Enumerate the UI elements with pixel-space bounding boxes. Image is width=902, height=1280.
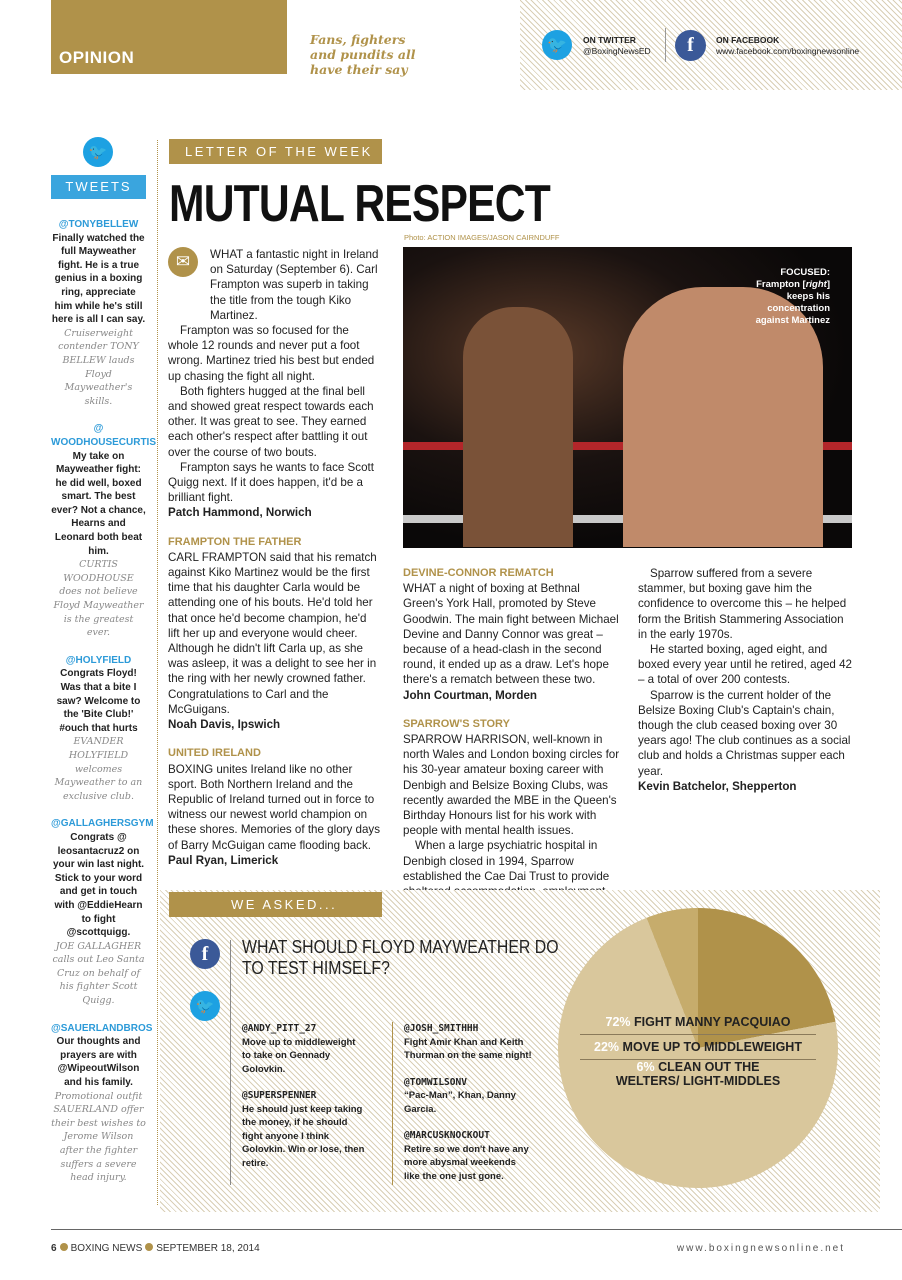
response bbox=[404, 1129, 534, 1183]
letter-kicker: LETTER OF THE WEEK bbox=[169, 139, 382, 164]
response bbox=[242, 1022, 367, 1076]
response-user[interactable]: @SUPERSPENNER bbox=[242, 1090, 317, 1101]
letter-heading: UNITED IRELAND bbox=[168, 747, 261, 760]
letters-column-2 bbox=[403, 566, 621, 883]
letter-paragraph: Both fighters hugged at the final bell and showed great respect towards each other. It was great to see. They earned each other's respect after battling it out over the course of two bouts. bbox=[168, 384, 374, 459]
tweet-text: Congrats @ leosantacruz2 on your win last night. Stick to your word and get in touch with @EddieHearn to fight @scottquigg. bbox=[52, 831, 145, 939]
letter-paragraph: WHAT a fantastic night in Ireland on Saturday (September 6). Carl Frampton was superb in taking the title from the tough Kiko Martinez. bbox=[210, 248, 379, 322]
letter-body: Sparrow suffered from a severe stammer, but boxing gave him the confidence to overcome this – he helped form the British Stammering Association in the early 1970s. bbox=[638, 567, 847, 641]
letter-heading: FRAMPTON THE FATHER bbox=[168, 535, 302, 548]
tweet-text: Congrats Floyd! Was that a bite I saw? Welcome to the 'Bite Club!' #ouch that hurts bbox=[56, 668, 141, 734]
pie-category: FIGHT MANNY PACQUIAO bbox=[634, 1015, 791, 1029]
tagline-line: have their say bbox=[310, 62, 408, 77]
caption-text: against Martinez bbox=[755, 315, 830, 326]
response-text: “Pac-Man”, Khan, Danny Garcia. bbox=[404, 1090, 516, 1115]
pie-label bbox=[580, 1010, 816, 1035]
pie-category: CLEAN OUT THE WELTERS/ LIGHT-MIDDLES bbox=[615, 1060, 781, 1088]
letter-signature: Patch Hammond, Norwich bbox=[168, 506, 312, 520]
letter-heading: DEVINE-CONNOR REMATCH bbox=[403, 567, 554, 579]
responses-left bbox=[242, 1022, 367, 1183]
tweet-text: My take on Mayweather fight: he did well, boxed smart. The best ever? Not a chance, Hearns and Leonard both beat him. bbox=[51, 450, 146, 557]
boxing-photo bbox=[403, 247, 852, 548]
social-bar bbox=[520, 0, 902, 90]
tweet-handle[interactable]: @TONYBELLEW bbox=[58, 219, 139, 230]
boxer-left bbox=[463, 307, 573, 547]
twitter-handle: @BoxingNewsED bbox=[583, 46, 651, 56]
pie-percent: 72% bbox=[605, 1015, 631, 1029]
letter-column bbox=[168, 247, 380, 882]
tweet bbox=[51, 422, 156, 640]
tagline bbox=[310, 32, 415, 77]
response-user[interactable]: @JOSH_SMITHHH bbox=[404, 1023, 479, 1034]
letter-signature: Paul Ryan, Limerick bbox=[168, 853, 279, 867]
tweet-caption: Promotional outfit SAUERLAND offer their best wishes to Jerome Wilson after the fighter suffers a severe head injury. bbox=[51, 1090, 146, 1184]
pie-label bbox=[580, 1035, 816, 1060]
tweet-caption: JOE GALLAGHER calls out Leo Santa Cruz on behalf of his fighter Scott Quigg. bbox=[52, 940, 145, 1007]
tweets-header: TWEETS bbox=[51, 175, 146, 199]
tweet-caption: Cruiserweight contender TONY BELLEW lauds Floyd Mayweather's skills. bbox=[58, 327, 139, 407]
letters-column-3 bbox=[638, 566, 852, 808]
letter-signature: Noah Davis, Ipswich bbox=[168, 718, 281, 732]
caption-text: concentration bbox=[767, 303, 830, 314]
tweet-caption: CURTIS WOODHOUSE does not believe Floyd Mayweather is the greatest ever. bbox=[53, 559, 144, 639]
column-divider bbox=[157, 140, 158, 1205]
letter-paragraph: Frampton says he wants to face Scott Quigg next. If it does happen, it'd be a brilliant fight. bbox=[168, 460, 374, 505]
letter-signature: John Courtman, Morden bbox=[403, 688, 537, 702]
facebook-link[interactable] bbox=[716, 35, 859, 57]
response bbox=[404, 1076, 534, 1117]
response-text: He should just keep taking the money, if he should fight anyone I think Golovkin. Win or lose, then retire. bbox=[242, 1103, 365, 1169]
caption-text: ] bbox=[826, 279, 830, 290]
bullet-icon bbox=[145, 1243, 153, 1251]
twitter-icon[interactable]: 🐦 bbox=[542, 30, 572, 60]
letter-paragraph: Frampton was so focused for the whole 12 rounds and never put a foot wrong. Martinez tried his best but ended up chasing the fight all night. bbox=[168, 324, 375, 383]
page-number: 6 bbox=[51, 1243, 57, 1254]
pie-percent: 22% bbox=[594, 1040, 620, 1054]
divider bbox=[392, 1022, 393, 1185]
letter-body: He started boxing, aged eight, and boxed every year until he retired, aged 42 – a total of over 200 contests. bbox=[638, 643, 852, 687]
tweet-text: Our thoughts and prayers are with @WipeoutWilson and his family. bbox=[56, 1036, 141, 1089]
section-title: OPINION bbox=[59, 48, 135, 67]
pie-legend bbox=[580, 1010, 816, 1088]
letter-body: WHAT a night of boxing at Bethnal Green's York Hall, promoted by Steve Goodwin. The main fight between Michael Devine and Danny Connor was great – because of a head-clash in the second round, it ended up as a draw. Let's hope there's a rematch between these two. bbox=[403, 582, 619, 687]
poll-question: WHAT SHOULD FLOYD MAYWEATHER DO TO TEST HIMSELF? bbox=[242, 937, 559, 978]
tagline-line: and pundits all bbox=[310, 47, 416, 62]
facebook-icon[interactable]: f bbox=[190, 939, 220, 969]
website-url[interactable]: www.boxingnewsonline.net bbox=[676, 1243, 845, 1254]
tweet bbox=[51, 1022, 153, 1185]
response-user[interactable]: @MARCUSKNOCKOUT bbox=[404, 1130, 490, 1141]
pie-category: MOVE UP TO MIDDLEWEIGHT bbox=[622, 1040, 802, 1054]
envelope-icon: ✉ bbox=[168, 247, 198, 277]
poll-kicker: WE ASKED... bbox=[169, 892, 382, 917]
tweet-handle[interactable]: @SAUERLANDBROS bbox=[51, 1022, 153, 1034]
article-title: MUTUAL RESPECT bbox=[169, 175, 550, 233]
tweet-handle[interactable]: @GALLAGHERSGYM bbox=[51, 818, 154, 830]
tweet bbox=[51, 817, 154, 1007]
tweets-list bbox=[51, 218, 156, 1199]
caption-title: FOCUSED: bbox=[780, 267, 830, 278]
tagline-line: Fans, fighters bbox=[310, 32, 406, 47]
photo-credit: Photo: ACTION IMAGES/JASON CAIRNDUFF bbox=[404, 233, 560, 242]
twitter-link[interactable] bbox=[583, 35, 651, 57]
caption-text: keeps his bbox=[786, 291, 830, 302]
section-banner bbox=[51, 0, 287, 74]
response-text: Move up to middleweight to take on Gennady Golovkin. bbox=[242, 1036, 356, 1075]
facebook-url: www.facebook.com/boxingnewsonline bbox=[716, 46, 860, 56]
issue-date: SEPTEMBER 18, 2014 bbox=[156, 1243, 260, 1254]
letter-signature: Kevin Batchelor, Shepperton bbox=[638, 779, 797, 793]
tweet-handle[interactable]: @ WOODHOUSECURTIS bbox=[51, 423, 156, 448]
tweet bbox=[51, 218, 146, 408]
pie-label bbox=[580, 1060, 816, 1088]
letter-body: BOXING unites Ireland like no other sport. Both Northern Ireland and the Republic of Ireland turned out in force to witness our newest world champion on these shores. Memories of the glory days of Barry McGuigan came flooding back. bbox=[168, 762, 381, 852]
caption-text: Frampton [ bbox=[756, 279, 806, 290]
twitter-label: ON TWITTER bbox=[583, 35, 636, 45]
response-user[interactable]: @TOMWILSONV bbox=[404, 1076, 467, 1088]
tweet-handle[interactable]: @HOLYFIELD bbox=[65, 654, 132, 666]
bullet-icon bbox=[60, 1243, 68, 1251]
letter-body: When a large psychiatric hospital in Denbigh closed in 1994, Sparrow established the Cae Dai Trust to provide bbox=[403, 839, 610, 883]
letter-body: Sparrow is the current holder of the Belsize Boxing Club's Captain's chain, though the club ceased boxing over 30 years ago! The club continues as a social club and holds a Christmas supper each year. bbox=[638, 688, 851, 778]
response-text: Fight Amir Khan and Keith Thurman on the same night! bbox=[404, 1036, 532, 1061]
response-text: Retire so we don't have any more abysmal weekends like the one just gone. bbox=[404, 1143, 529, 1182]
response-user[interactable]: @ANDY_PITT_27 bbox=[242, 1023, 317, 1034]
letter-body: CARL FRAMPTON said that his rematch against Kiko Martinez would be the first time that his daughter Carla would be attending one of his bouts. He'd told her that once he'd become champion, he'd lift her up and everyone would cheer. Although he didn't lift Carla up, as she was asleep, it was a delight to see her in the ring with her newly crowned father. Congratulations to Carl and the McGuigans. bbox=[168, 550, 377, 716]
letter-heading: SPARROW'S STORY bbox=[403, 717, 510, 730]
pie-percent: 6% bbox=[636, 1060, 655, 1074]
photo-caption bbox=[756, 267, 830, 327]
tweet-text: Finally watched the full Mayweather fight. He is a true genius in a boxing ring, appreciate him while he's still here is all I can say. bbox=[51, 232, 146, 326]
footer bbox=[51, 1243, 260, 1254]
tweet bbox=[51, 654, 146, 804]
caption-text: right bbox=[805, 279, 827, 290]
divider bbox=[665, 28, 666, 62]
divider bbox=[230, 940, 231, 1185]
twitter-icon: 🐦 bbox=[83, 137, 113, 167]
letter-body: SPARROW HARRISON, well-known in north Wales and London boxing circles for his 30-year amateur boxing career with Denbigh and Belsize Boxing Clubs, was recently awarded the MBE in the Queen's Birthday Honours list for his work with people with mental health issues. bbox=[403, 733, 620, 838]
response bbox=[404, 1022, 534, 1063]
facebook-icon[interactable]: f bbox=[675, 30, 706, 61]
tweet-caption: EVANDER HOLYFIELD welcomes Mayweather to an exclusive club. bbox=[54, 736, 143, 802]
responses-right bbox=[404, 1022, 534, 1196]
facebook-label: ON FACEBOOK bbox=[716, 35, 780, 45]
publication: BOXING NEWS bbox=[70, 1243, 143, 1254]
footer-rule bbox=[51, 1229, 902, 1230]
twitter-icon[interactable]: 🐦 bbox=[190, 991, 220, 1021]
response bbox=[242, 1089, 367, 1170]
